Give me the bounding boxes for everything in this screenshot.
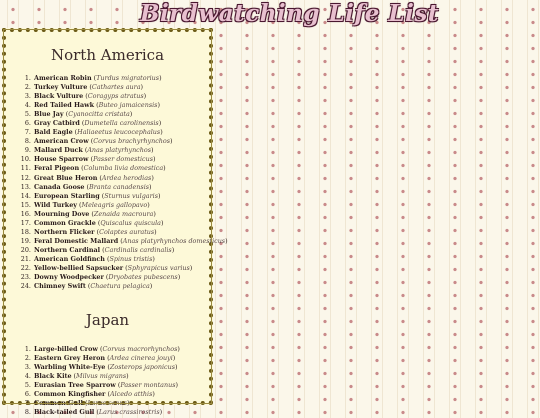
- bird-list-item: 9. Mallard Duck (Anas platyrhynchos): [33, 146, 209, 155]
- bird-common-name: Gray Catbird: [34, 119, 80, 128]
- section-title-north-america: North America: [50, 46, 165, 64]
- bird-scientific-name: Dumetella carolinensis: [84, 119, 159, 128]
- bird-list-item: 2. Turkey Vulture (Cathartes aura): [33, 83, 209, 92]
- bird-scientific-name: Zenaida macroura: [93, 209, 154, 218]
- bird-common-name: Warbling White-Eye: [34, 363, 106, 372]
- bird-scientific-name: Corvus brachyrhynchos: [93, 137, 171, 146]
- bird-common-name: Feral Pigeon: [34, 164, 80, 173]
- bird-list-item: 15. Wild Turkey (Meleagris gallopavo): [33, 201, 209, 210]
- bird-common-name: Large-billed Crow: [34, 345, 98, 354]
- bird-scientific-name: Buteo jamaicensis: [98, 101, 158, 110]
- bird-scientific-name: Larus crassirostris: [98, 408, 160, 417]
- bird-scientific-name: Branta canadensis: [89, 182, 150, 191]
- bird-list-item: 22. Yellow-bellied Sapsucker (Sphyrapicus varius): [33, 264, 209, 273]
- bird-common-name: Chimney Swift: [34, 282, 86, 291]
- bird-list-item: 8. American Crow (Corvus brachyrhynchos): [33, 137, 209, 146]
- bird-common-name: Downy Woodpecker: [34, 273, 104, 282]
- bird-common-name: Black-tailed Gull: [34, 408, 95, 417]
- bird-scientific-name: Alcedo atthis: [109, 390, 153, 399]
- section-title-japan: Japan: [85, 311, 130, 330]
- bird-common-name: Black Kite: [34, 372, 72, 381]
- bird-list-item: 17. Common Grackle (Quiscalus quiscula): [33, 219, 209, 228]
- bird-scientific-name: Sturnus vulgaris: [104, 191, 158, 200]
- bird-common-name: Black Vulture: [34, 92, 84, 101]
- bird-scientific-name: Corvus macrorhynchos: [102, 345, 178, 354]
- bird-list-item: 1. Large-billed Crow (Corvus macrorhynchos): [33, 345, 209, 354]
- bird-list-item: 23. Downy Woodpecker (Dryobates pubescens): [33, 273, 209, 282]
- bird-scientific-name: Dryobates pubescens: [108, 273, 178, 282]
- bird-list-item: 10. House Sparrow (Passer domesticus): [33, 155, 209, 164]
- bird-list-item: 4. Red Tailed Hawk (Buteo jamaicensis): [33, 101, 209, 110]
- bird-list-item: 2. Eastern Grey Heron (Ardea cinerea jouyi): [33, 354, 209, 363]
- bird-common-name: Common Kingfisher: [34, 390, 106, 399]
- bird-common-name: American Goldfinch: [34, 254, 105, 263]
- bird-list-item: 16. Mourning Dove (Zenaida macroura): [33, 210, 209, 219]
- bird-common-name: Bald Eagle: [34, 128, 73, 137]
- bird-list-item: 7. Bald Eagle (Haliaeetus leucocephalus): [33, 128, 209, 137]
- bird-common-name: Eastern Grey Heron: [34, 354, 106, 363]
- bird-list-item: 6. Gray Catbird (Dumetella carolinensis): [33, 119, 209, 128]
- bird-scientific-name: Cardinalis cardinalis: [104, 245, 172, 254]
- bird-common-name: Blue Jay: [34, 110, 64, 119]
- bird-scientific-name: Larus canus: [87, 399, 127, 408]
- bird-list-item: 8. Black-tailed Gull (Larus crassirostris): [33, 408, 209, 417]
- bird-common-name: House Sparrow: [34, 155, 89, 164]
- bird-common-name: Mourning Dove: [34, 209, 90, 218]
- bird-list-north-america: [6, 74, 228, 291]
- bird-common-name: Great Blue Heron: [34, 173, 98, 182]
- bird-scientific-name: Coragyps atratus: [87, 92, 144, 101]
- bird-list-item: 19. Feral Domestic Mallard (Anas platyrhynchos domesticus): [33, 237, 209, 246]
- bird-common-name: Northern Cardinal: [34, 245, 101, 254]
- bird-list-item: 5. Eurasian Tree Sparrow (Passer montanus): [33, 381, 209, 390]
- bird-common-name: American Crow: [34, 137, 89, 146]
- bird-list-item: 20. Northern Cardinal (Cardinalis cardinalis): [33, 246, 209, 255]
- bird-scientific-name: Passer montanus: [120, 381, 176, 390]
- bird-common-name: Feral Domestic Mallard: [34, 236, 119, 245]
- bird-scientific-name: Milvus migrans: [76, 372, 127, 381]
- bird-scientific-name: Haliaeetus leucocephalus: [77, 128, 161, 137]
- bird-list-japan: [6, 345, 209, 417]
- bird-list-item: 18. Northern Flicker (Colaptes auratus): [33, 228, 209, 237]
- bird-scientific-name: Ardea herodias: [101, 173, 152, 182]
- bird-list-item: 12. Great Blue Heron (Ardea herodias): [33, 174, 209, 183]
- bird-list-item: 7. Common Gull (Larus canus): [33, 399, 209, 408]
- bird-common-name: European Starling: [34, 191, 100, 200]
- bird-scientific-name: Spinus tristis: [109, 254, 153, 263]
- bird-common-name: Northern Flicker: [34, 227, 95, 236]
- bird-scientific-name: Meleagris gallopavo: [81, 200, 148, 209]
- bird-list-item: 11. Feral Pigeon (Columba livia domestica): [33, 164, 209, 173]
- bird-list-item: 14. European Starling (Sturnus vulgaris): [33, 192, 209, 201]
- bird-scientific-name: Ardea cinerea jouyi: [109, 354, 173, 363]
- bird-scientific-name: Quiscalus quiscula: [100, 218, 161, 227]
- bird-list-item: 21. American Goldfinch (Spinus tristis): [33, 255, 209, 264]
- bird-scientific-name: Passer domesticus: [93, 155, 153, 164]
- bird-common-name: Common Grackle: [34, 218, 96, 227]
- bird-common-name: Turkey Vulture: [34, 83, 88, 92]
- bird-scientific-name: Cathartes aura: [91, 83, 141, 92]
- bird-scientific-name: Colaptes auratus: [99, 227, 155, 236]
- bird-common-name: Wild Turkey: [34, 200, 78, 209]
- bird-list-item: 6. Common Kingfisher (Alcedo atthis): [33, 390, 209, 399]
- bird-common-name: American Robin: [34, 74, 92, 82]
- site-banner-title: Birdwatching Life List: [140, 0, 439, 27]
- life-list-panel: [2, 28, 228, 417]
- bird-list-item: 24. Chimney Swift (Chaetura pelagica): [33, 282, 209, 291]
- bird-list-item: 3. Warbling White-Eye (Zosterops japonicus): [33, 363, 209, 372]
- bird-list-item: 13. Canada Goose (Branta canadensis): [33, 183, 209, 192]
- bird-scientific-name: Chaetura pelagica: [90, 282, 150, 291]
- bird-list-item: 5. Blue Jay (Cyanocitta cristata): [33, 110, 209, 119]
- bird-scientific-name: Columba livia domestica: [83, 164, 164, 173]
- bird-common-name: Common Gull: [34, 399, 83, 408]
- bird-common-name: Red Tailed Hawk: [34, 101, 95, 110]
- bird-scientific-name: Zosterops japonicus: [109, 363, 175, 372]
- bird-scientific-name: Anas platyrhynchos domesticus: [122, 236, 226, 245]
- bird-common-name: Canada Goose: [34, 182, 85, 191]
- bird-common-name: Eurasian Tree Sparrow: [34, 381, 116, 390]
- bird-scientific-name: Turdus migratorius: [96, 74, 160, 82]
- bird-list-item: 1. American Robin (Turdus migratorius): [33, 74, 209, 83]
- bird-scientific-name: Cyanocitta cristata: [68, 110, 130, 119]
- bird-list-item: 4. Black Kite (Milvus migrans): [33, 372, 209, 381]
- bird-list-item: 3. Black Vulture (Coragyps atratus): [33, 92, 209, 101]
- bird-scientific-name: Anas platyrhynchos: [87, 146, 152, 155]
- bird-common-name: Yellow-bellied Sapsucker: [34, 263, 124, 272]
- bird-common-name: Mallard Duck: [34, 146, 83, 155]
- bird-scientific-name: Sphyrapicus varius: [127, 263, 190, 272]
